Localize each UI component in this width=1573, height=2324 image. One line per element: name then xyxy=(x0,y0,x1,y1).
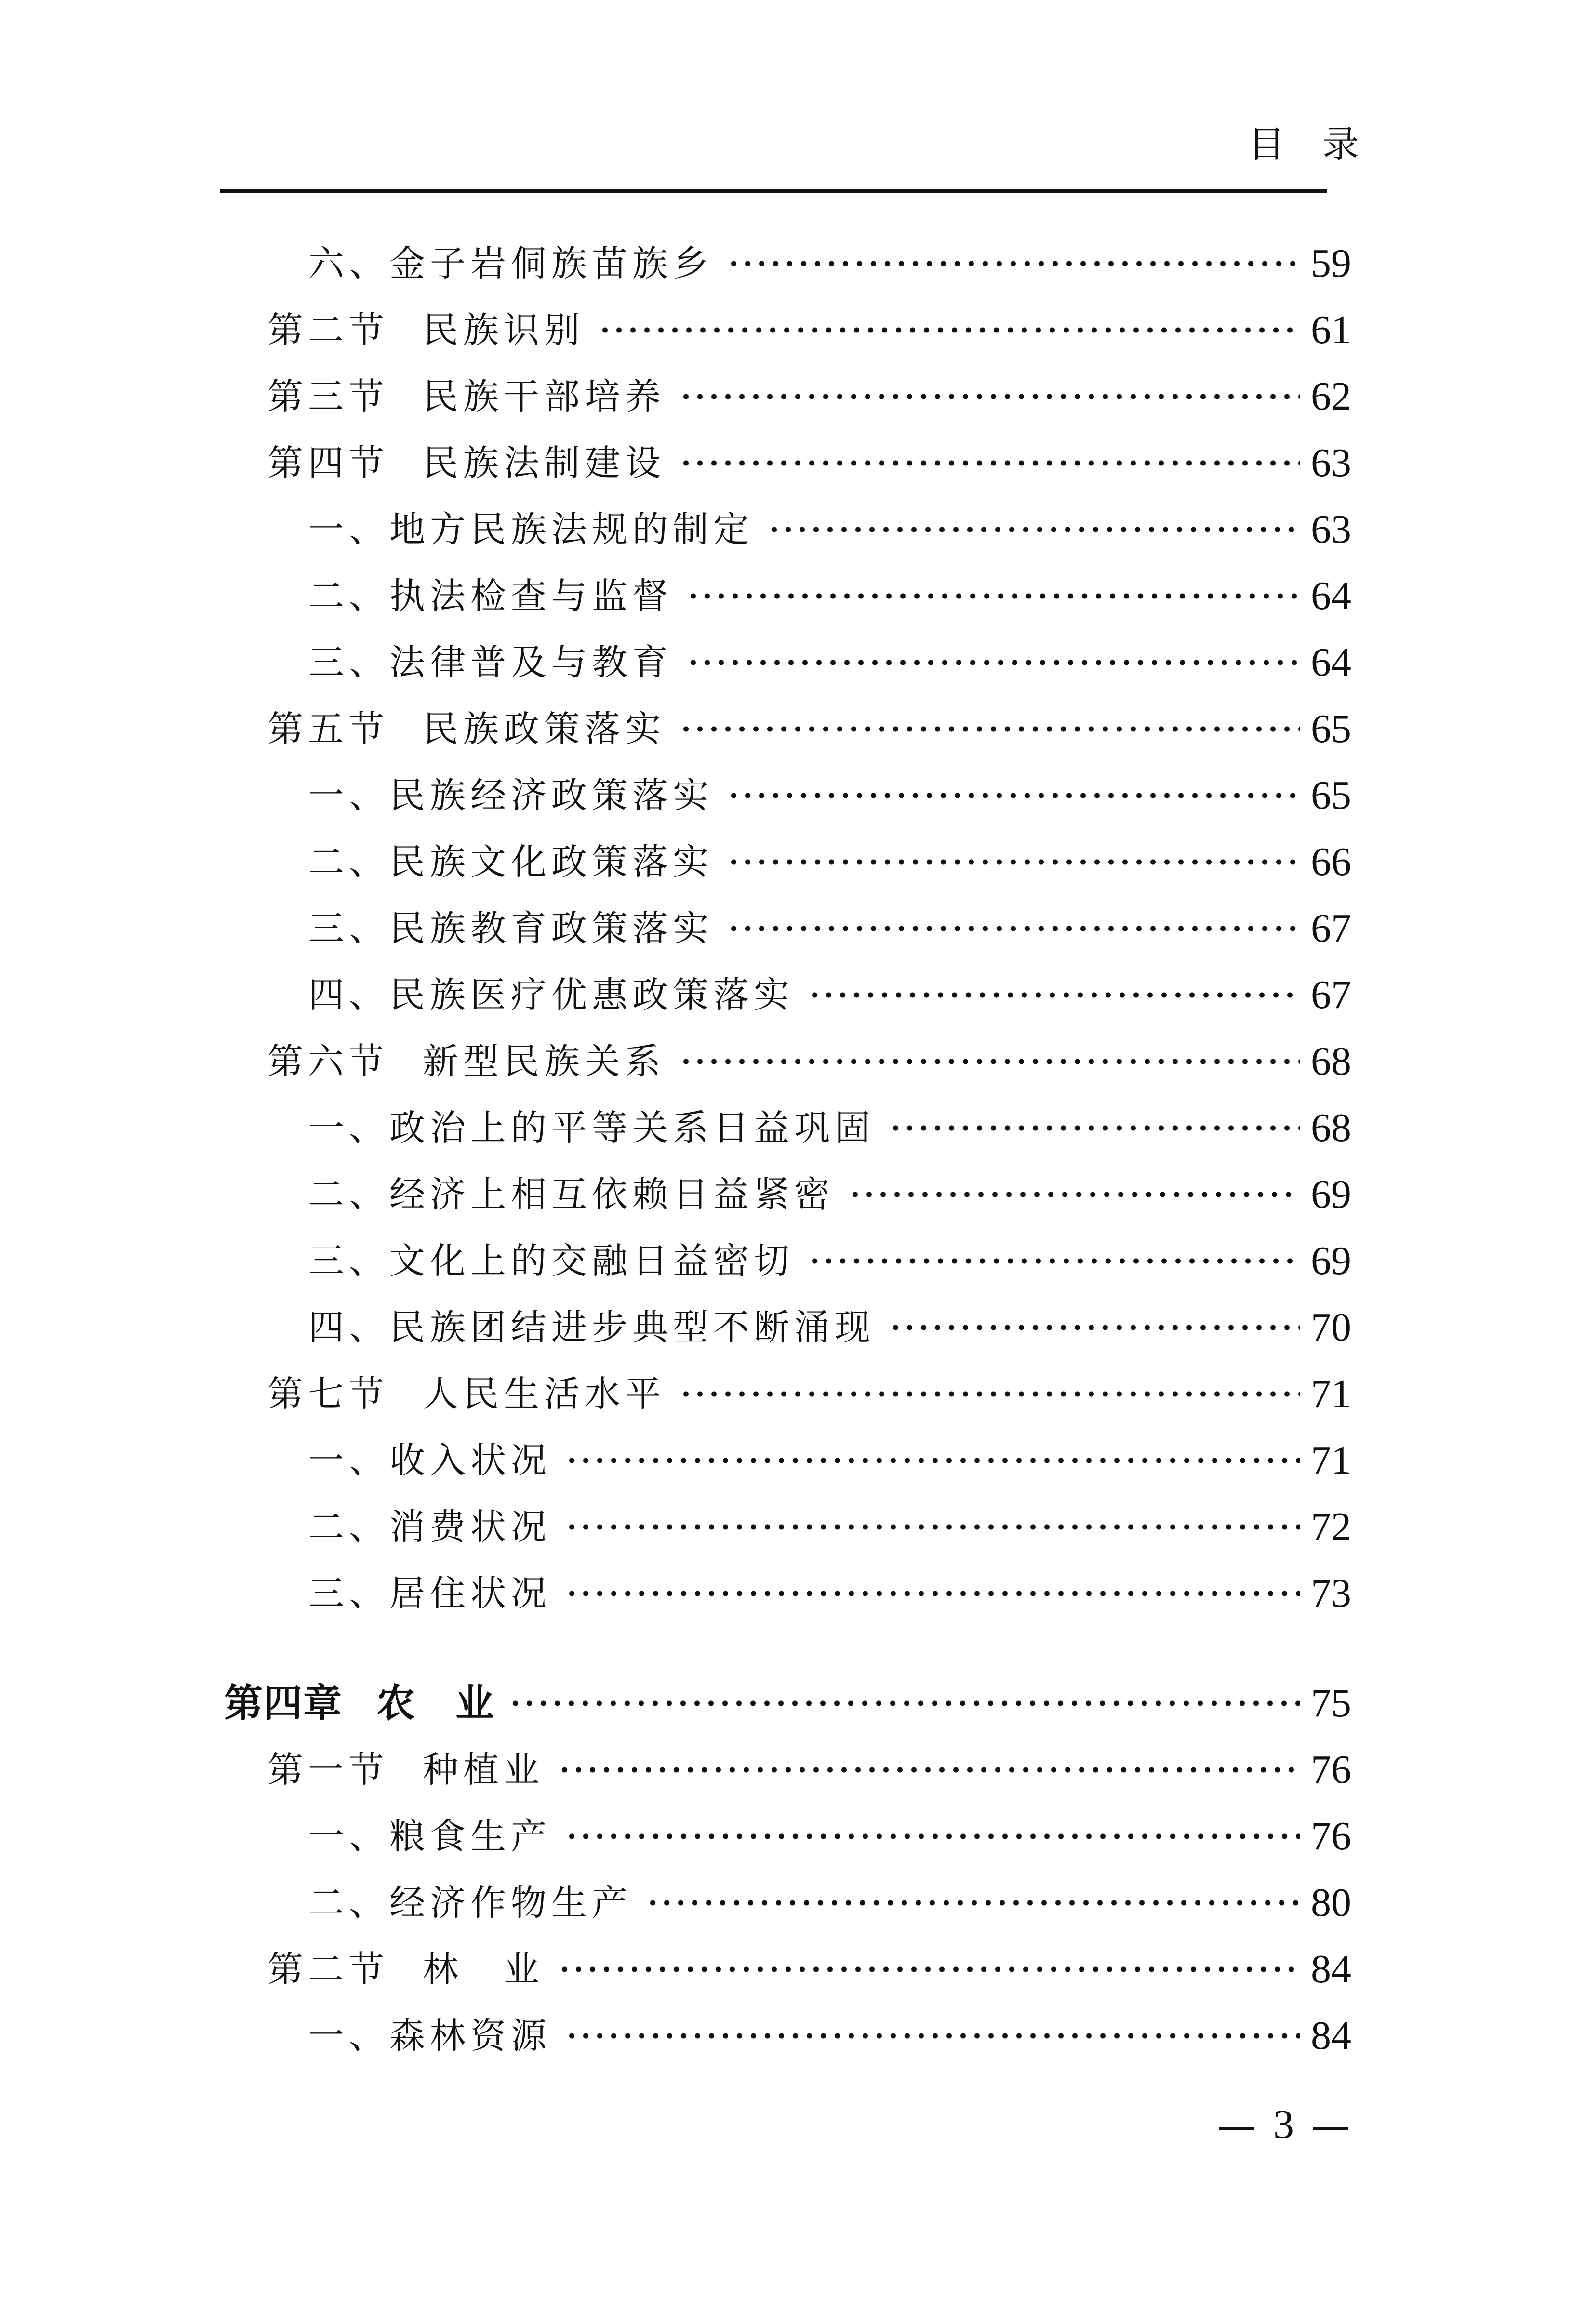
toc-entry-page: 67 xyxy=(1311,906,1351,951)
toc-entry-title xyxy=(267,1041,666,1082)
dot-leader xyxy=(727,259,1300,268)
toc-entry-item[interactable] xyxy=(308,629,1369,696)
toc-entry-page: 59 xyxy=(1311,241,1351,286)
toc-entry-item[interactable] xyxy=(308,563,1369,629)
toc-entry-page: 76 xyxy=(1311,1747,1351,1792)
toc-entry-page: 63 xyxy=(1311,440,1351,485)
toc-entry-title xyxy=(224,1681,495,1726)
toc-entry-title: 一、收入状况 xyxy=(308,1440,551,1481)
toc-entry-page: 61 xyxy=(1311,307,1351,352)
toc-entry-item[interactable] xyxy=(308,1560,1369,1627)
toc-entry-page: 84 xyxy=(1311,1947,1351,1992)
toc-entry-page: 67 xyxy=(1311,972,1351,1017)
toc-entry-label: 民族法制建设 xyxy=(423,442,666,484)
toc-entry-item[interactable] xyxy=(308,496,1369,563)
dot-leader xyxy=(727,857,1300,867)
page-number: 3 xyxy=(1273,2101,1294,2147)
toc-entry-title: 二、民族文化政策落实 xyxy=(308,841,713,883)
toc-entry-item[interactable] xyxy=(308,1161,1369,1228)
dot-leader xyxy=(558,1965,1300,1974)
toc-entry-page: 71 xyxy=(1311,1438,1351,1483)
toc-entry-section[interactable] xyxy=(267,1028,1369,1095)
toc-entry-number: 第四节 xyxy=(267,442,389,484)
toc-entry-label: 农 业 xyxy=(376,1681,495,1726)
toc-entry-section[interactable] xyxy=(267,363,1369,430)
toc-entry-number: 第五节 xyxy=(267,708,389,750)
toc-entry-section[interactable] xyxy=(267,696,1369,762)
toc-entry-title: 三、法律普及与教育 xyxy=(308,642,673,683)
dot-leader xyxy=(767,525,1300,534)
toc-entry-page: 65 xyxy=(1311,773,1351,818)
toc-entry-title: 一、森林资源 xyxy=(308,2015,551,2057)
toc-entry-title: 二、经济上相互依赖日益紧密 xyxy=(308,1174,835,1215)
toc-entry-page: 76 xyxy=(1311,1814,1351,1859)
dot-leader xyxy=(889,1323,1300,1332)
toc-entry-item[interactable] xyxy=(308,1494,1369,1560)
toc-entry-item[interactable] xyxy=(308,1228,1369,1294)
toc-entry-number: 第三节 xyxy=(267,376,389,417)
dot-leader xyxy=(679,1389,1300,1399)
toc-entry-number: 第二节 xyxy=(267,309,389,351)
toc-entry-label: 民族干部培养 xyxy=(423,376,666,417)
dot-leader xyxy=(889,1123,1300,1133)
toc-entry-page: 72 xyxy=(1311,1504,1351,1549)
toc-entry-page: 69 xyxy=(1311,1172,1351,1217)
toc-entry-title: 三、民族教育政策落实 xyxy=(308,908,713,949)
dot-leader xyxy=(679,392,1300,401)
folio-dash-right xyxy=(1313,2127,1348,2130)
dot-leader xyxy=(686,591,1300,601)
toc-entry-item[interactable] xyxy=(308,762,1369,829)
toc-entry-section[interactable] xyxy=(267,430,1369,496)
toc-entry-item[interactable] xyxy=(308,962,1369,1028)
toc-entry-title xyxy=(267,1949,544,1990)
toc-entry-title xyxy=(267,1749,544,1791)
toc-entry-title xyxy=(267,442,666,484)
toc-entry-page: 75 xyxy=(1311,1681,1351,1726)
toc-entry-title: 一、粮食生产 xyxy=(308,1816,551,1857)
toc-entry-title: 一、民族经济政策落实 xyxy=(308,775,713,816)
running-head: 目录 xyxy=(1248,123,1397,166)
toc-entry-item[interactable] xyxy=(308,1803,1369,1870)
dot-leader xyxy=(565,1832,1300,1841)
toc-entry-page: 68 xyxy=(1311,1105,1351,1150)
dot-leader xyxy=(679,458,1300,468)
dot-leader xyxy=(686,658,1300,667)
toc-entry-item[interactable] xyxy=(308,1427,1369,1494)
toc-entry-title: 一、政治上的平等关系日益巩固 xyxy=(308,1107,875,1149)
dot-leader xyxy=(848,1190,1300,1199)
toc-entry-page: 69 xyxy=(1311,1238,1351,1283)
toc-entry-page: 68 xyxy=(1311,1039,1351,1084)
page-folio xyxy=(1200,2103,1367,2145)
dot-leader xyxy=(508,1699,1300,1708)
toc-entry-title: 三、文化上的交融日益密切 xyxy=(308,1240,794,1282)
dot-leader xyxy=(646,1898,1300,1908)
toc-entry-chapter[interactable] xyxy=(224,1670,1369,1737)
toc-entry-page: 70 xyxy=(1311,1305,1351,1350)
toc-entry-number: 第一节 xyxy=(267,1749,389,1791)
dot-leader xyxy=(679,724,1300,734)
toc-entry-title: 二、执法检查与监督 xyxy=(308,575,673,617)
toc-entry-section[interactable] xyxy=(267,1737,1369,1803)
toc-entry-section[interactable] xyxy=(267,1936,1369,2003)
dot-leader xyxy=(727,924,1300,933)
toc-entry-label: 民族识别 xyxy=(423,309,585,351)
toc-entry-item[interactable] xyxy=(308,2003,1369,2069)
toc-entry-item[interactable] xyxy=(308,895,1369,962)
toc-entry-item[interactable] xyxy=(308,1294,1369,1361)
toc-entry-page: 84 xyxy=(1311,2013,1351,2058)
dot-leader xyxy=(808,1256,1300,1266)
toc-entry-number: 第六节 xyxy=(267,1041,389,1082)
toc-entry-title: 三、居住状况 xyxy=(308,1573,551,1614)
toc-entry-item[interactable] xyxy=(308,1095,1369,1161)
toc-entry-page: 64 xyxy=(1311,573,1351,618)
toc-entry-title: 四、民族团结进步典型不断涌现 xyxy=(308,1307,875,1348)
toc-entry-title xyxy=(267,708,666,750)
toc-entry-number: 第七节 xyxy=(267,1373,389,1415)
toc-entry-page: 73 xyxy=(1311,1571,1351,1616)
toc-entry-label: 林 业 xyxy=(423,1949,544,1990)
toc-entry-page: 63 xyxy=(1311,507,1351,552)
toc-entry-title: 四、民族医疗优惠政策落实 xyxy=(308,974,794,1016)
toc-entry-item[interactable] xyxy=(308,230,1369,297)
toc-entry-title xyxy=(267,1373,666,1415)
folio-dash-left xyxy=(1219,2127,1254,2130)
dot-leader xyxy=(565,2031,1300,2041)
dot-leader xyxy=(679,1057,1300,1066)
toc-entry-page: 64 xyxy=(1311,640,1351,685)
toc-entry-label: 人民生活水平 xyxy=(423,1373,666,1415)
toc-entry-item[interactable] xyxy=(308,1870,1369,1936)
toc-entry-page: 62 xyxy=(1311,374,1351,419)
dot-leader xyxy=(598,325,1300,335)
toc-entry-number: 第二节 xyxy=(267,1949,389,1990)
toc-entry-section[interactable] xyxy=(267,297,1369,363)
toc-entry-label: 新型民族关系 xyxy=(423,1041,666,1082)
toc-entry-title: 二、经济作物生产 xyxy=(308,1882,632,1924)
dot-leader xyxy=(558,1765,1300,1775)
toc-entry-section[interactable] xyxy=(267,1361,1369,1427)
toc-entry-number: 第四章 xyxy=(224,1681,343,1726)
dot-leader xyxy=(727,791,1300,800)
toc-entry-page: 71 xyxy=(1311,1371,1351,1416)
toc-entry-page: 65 xyxy=(1311,706,1351,751)
dot-leader xyxy=(565,1522,1300,1532)
toc-entry-title: 一、地方民族法规的制定 xyxy=(308,509,754,550)
toc-entry-page: 66 xyxy=(1311,839,1351,884)
toc-entry-title: 六、金子岩侗族苗族乡 xyxy=(308,243,713,284)
dot-leader xyxy=(565,1456,1300,1465)
toc-entry-label: 种植业 xyxy=(423,1749,544,1791)
header-rule xyxy=(220,189,1327,193)
toc-entry-item[interactable] xyxy=(308,829,1369,895)
dot-leader xyxy=(808,990,1300,1000)
toc-entry-title xyxy=(267,309,585,351)
toc-entry-title: 二、消费状况 xyxy=(308,1506,551,1548)
toc-entry-page: 80 xyxy=(1311,1880,1351,1925)
toc-entry-title xyxy=(267,376,666,417)
dot-leader xyxy=(565,1589,1300,1598)
toc-entry-label: 民族政策落实 xyxy=(423,708,666,750)
